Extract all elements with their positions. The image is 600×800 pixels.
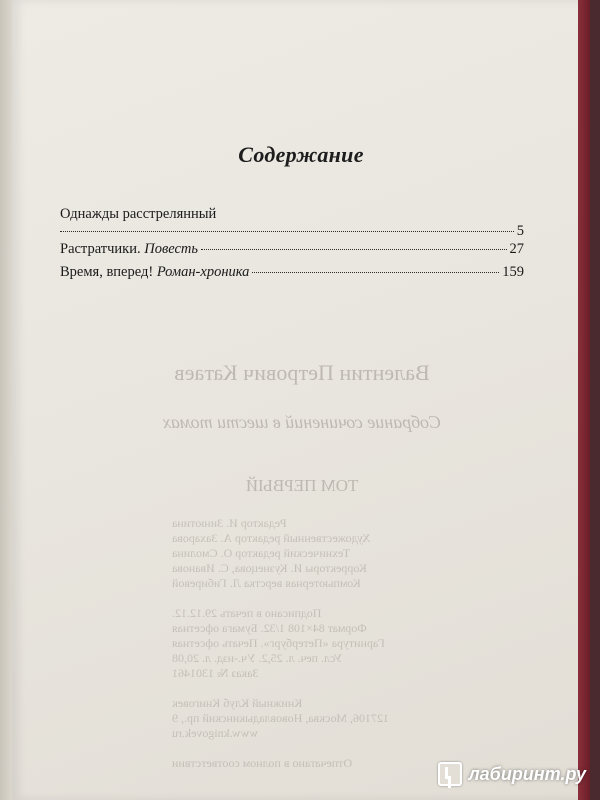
imprint-line: Заказ № 1301461 [172,666,259,680]
labirint-logo-icon [438,762,462,786]
imprint-line: Книжный Клуб Книговек [172,696,303,710]
imprint-line: Формат 84×108 1/32. Бумага офсетная [172,621,367,635]
toc-entry-title: Однажды расстрелянный [60,206,217,222]
toc-leader-dots [201,249,507,250]
toc-entry-subtitle: Повесть [144,241,198,257]
imprint-line [172,741,472,756]
labirint-watermark [438,762,586,786]
imprint-line [172,591,472,606]
toc-entry-page: 159 [502,264,524,280]
toc-leader-dots [60,231,514,232]
show-through-series: Собрание сочинений в шести томах [162,412,442,432]
toc-title: Содержание [238,142,364,167]
show-through-author: Валентин Петрович Катаев [174,360,430,385]
imprint-line: Отпечатано в полном соответствии [172,756,353,770]
table-of-contents [60,206,524,287]
watermark-text: лабиринт.ру [468,763,586,784]
imprint-line: www.knigovek.ru [172,726,258,740]
cover-edge [578,0,590,800]
toc-entry [60,264,524,287]
imprint-line: Редактор И. Зинютина [172,516,287,530]
imprint-line: 127106, Москва, Нововладыкинский пр., 9 [172,711,389,725]
imprint-line: Технический редактор О. Смолина [172,546,351,560]
toc-entry-title: Время, вперед! Роман-хроника [60,264,250,280]
toc-entry [60,241,524,264]
imprint-line [172,681,472,696]
toc-leader-dots [252,272,499,273]
imprint-line: Усл. печ. л. 25,2. Уч.-изд. л. 20,08 [172,651,343,665]
imprint-line: Художественный редактор А. Захарова [172,531,371,545]
toc-entry-page: 27 [509,241,524,257]
toc-entry-subtitle: Роман-хроника [156,264,250,280]
imprint-line: Подписано в печать 29.12.12. [172,606,322,620]
show-through-volume: ТОМ ПЕРВЫЙ [245,476,359,495]
toc-entry [60,206,524,241]
toc-entry-title: Растратчики. Повесть [60,241,198,257]
imprint-line: Компьютерная верстка Л. Гибиревой [172,576,361,590]
book-page [12,0,590,800]
imprint-line: Корректоры И. Кузнецова, С. Иванова [172,561,367,575]
show-through-imprint [172,516,472,771]
toc-entry-page: 5 [516,223,524,239]
imprint-line: Гарнитура «Петербург». Печать офсетная [172,636,385,650]
